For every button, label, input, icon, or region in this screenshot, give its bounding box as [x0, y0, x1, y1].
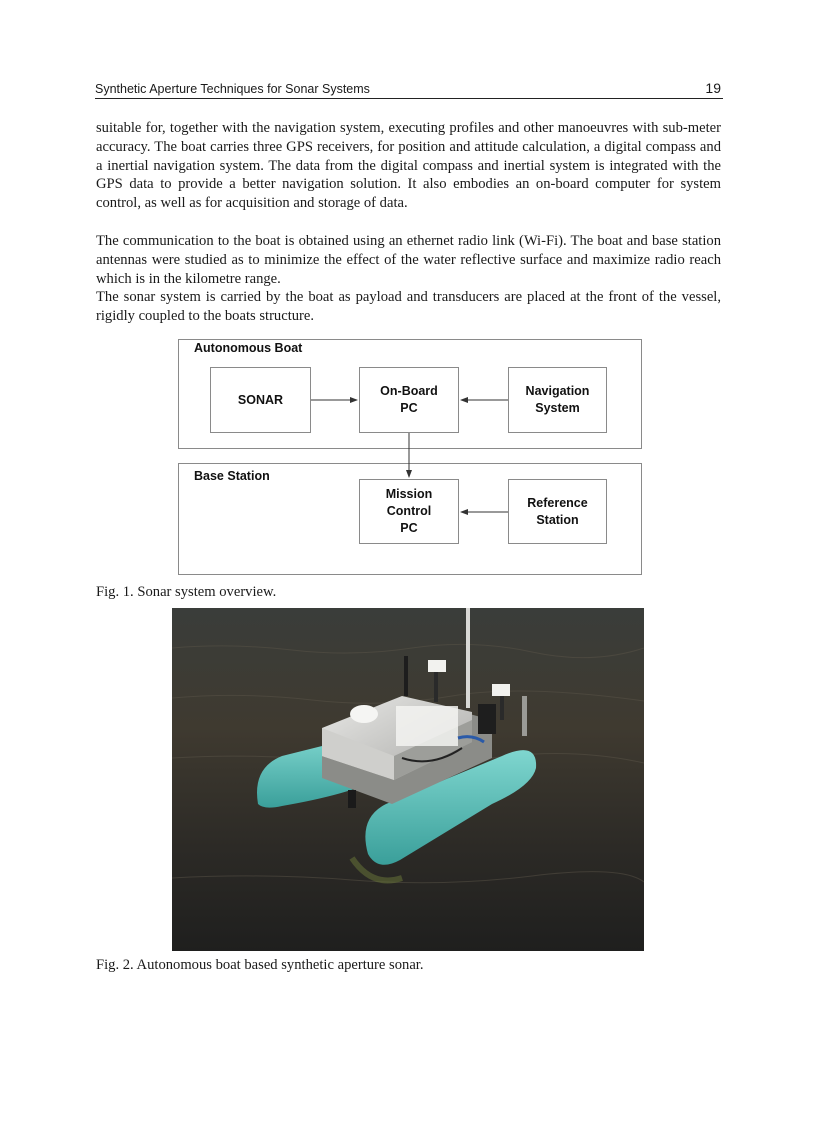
paragraph-3: The sonar system is carried by the boat as payload and transducers are placed at the front of the vessel, rigidly coupled to the boats structure.	[96, 289, 721, 324]
paragraph-1: suitable for, together with the navigation system, executing profiles and other manoeuvres with sub-meter accuracy. The boat carries three GPS receivers, for position and attitude calculation, a digital compass and a inertial navigation system. The data from the digital compass and inertial system is integrated with the GPS data to provide a better navigation solution. It also embodies an on-board computer for system control, as well as for acquisition and storage of data.	[96, 120, 721, 212]
base-station-label: Base Station	[194, 469, 270, 483]
onboard-pc-block: On-Board PC	[359, 367, 459, 433]
running-title: Synthetic Aperture Techniques for Sonar Systems	[95, 82, 370, 96]
navigation-system-block: Navigation System	[508, 367, 607, 433]
figure-1-caption: Fig. 1. Sonar system overview.	[96, 584, 277, 600]
mission-control-pc-block: Mission Control PC	[359, 479, 459, 544]
figure-2-caption: Fig. 2. Autonomous boat based synthetic aperture sonar.	[96, 957, 424, 973]
autonomous-boat-photo	[172, 608, 644, 951]
page-number: 19	[705, 80, 721, 96]
paragraph-2: The communication to the boat is obtained using an ethernet radio link (Wi-Fi). The boat and base station antennas were studied as to minimize the effect of the water reflective surface and maximize radio reach which is in the kilometre range.	[96, 233, 721, 287]
sonar-block: SONAR	[210, 367, 311, 433]
reference-station-block: Reference Station	[508, 479, 607, 544]
autonomous-boat-label: Autonomous Boat	[194, 341, 303, 355]
